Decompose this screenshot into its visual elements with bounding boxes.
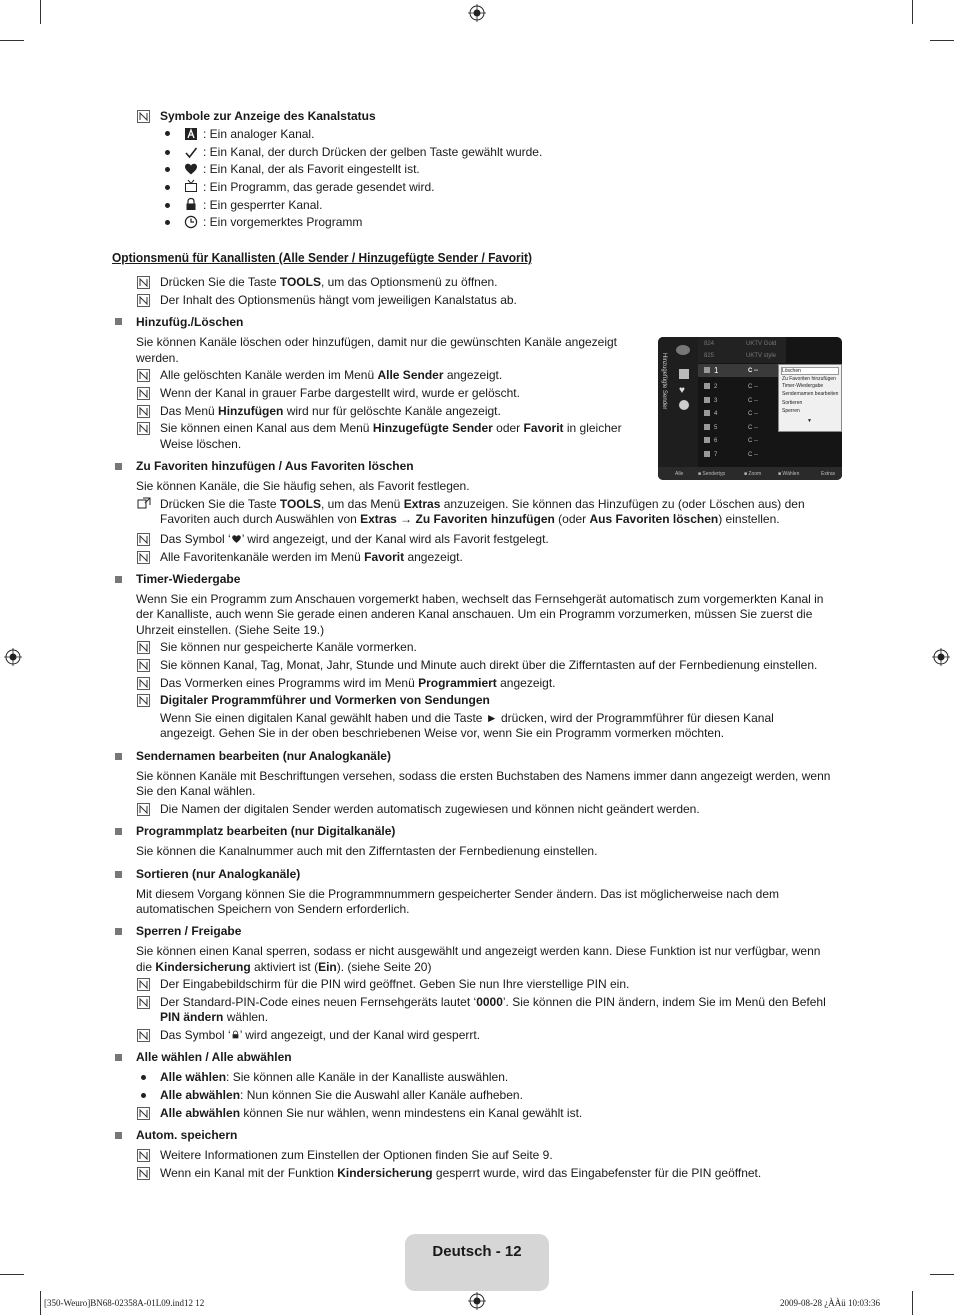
lock-icon [231, 1029, 240, 1040]
page-label: Deutsch - 12 [432, 1243, 522, 1260]
hinzufueg-title: Hinzufüg./Löschen [136, 315, 244, 329]
tv-footer-item: Extras [821, 471, 836, 477]
timer-desc-3: Uhrzeit einstellen. (Siehe Seite 19.) [136, 623, 325, 637]
sendernamen-desc-2: Sie den Kanal wählen. [136, 784, 256, 798]
note-icon [137, 641, 150, 654]
check-icon [184, 146, 198, 160]
tv-icon [184, 179, 198, 193]
section-bullet [115, 928, 122, 935]
section-bullet [115, 1132, 122, 1139]
timer-note-1: Sie können nur gespeicherte Kanäle vormerken. [160, 640, 417, 654]
hinzufueg-note-2: Wenn der Kanal in grauer Farbe dargestellt wird, wurde er gelöscht. [160, 386, 520, 400]
bullet [165, 150, 170, 155]
sortieren-title: Sortieren (nur Analogkanäle) [136, 867, 301, 881]
note-icon [137, 694, 150, 707]
note-icon [137, 1029, 150, 1042]
note-icon [137, 422, 150, 435]
programmplatz-desc: Sie können die Kanalnummer auch mit den Zifferntasten der Fernbedienung einstellen. [136, 844, 598, 858]
crop-mark [40, 1291, 41, 1315]
tv-channel-list-screenshot [658, 337, 842, 480]
tv-footer-item: ■ Sendertyp [698, 471, 726, 477]
timer-desc-2: der Kanalliste, auch wenn Sie gerade einen anderen Kanal anschauen. Um ein Programm vorzumerken, müssen Sie zuerst die [136, 607, 813, 621]
section-bullet [115, 1054, 122, 1061]
registration-mark-icon [468, 1292, 486, 1310]
print-date: 2009-08-28 ¿ÀÀü 10:03:36 [780, 1298, 880, 1308]
sperren-note-2: Der Standard-PIN-Code eines neuen Fernsehgeräts lautet ‘0000’. Sie können die PIN ändern, indem Sie im Menü den Befehl [160, 995, 826, 1009]
favorite-icon: ♥ [679, 385, 685, 396]
heart-icon [231, 534, 242, 544]
note-icon [137, 1149, 150, 1162]
crop-mark [0, 40, 24, 41]
favoriten-note-2: Alle Favoritenkanäle werden im Menü Favorit angezeigt. [160, 550, 463, 564]
clock-icon [184, 215, 198, 229]
sendernamen-title: Sendernamen bearbeiten (nur Analogkanäle) [136, 749, 391, 763]
bullet [141, 1093, 146, 1098]
note-icon [137, 551, 150, 564]
sendernamen-note-1: Die Namen der digitalen Sender werden automatisch zugewiesen und können nicht geändert werden. [160, 802, 700, 816]
registration-mark-icon [4, 648, 22, 666]
autom-title: Autom. speichern [136, 1128, 238, 1142]
timer-title: Timer-Wiedergabe [136, 572, 241, 586]
timer-note-4-desc-2: angezeigt. Gehen Sie in der oben beschriebenen Weise vor, wenn Sie ein Programm vormerken möchten. [160, 726, 725, 740]
symbol-analog-text: : Ein analoger Kanal. [203, 127, 315, 141]
favoriten-title: Zu Favoriten hinzufügen / Aus Favoriten löschen [136, 459, 414, 473]
tv-row-selected: 1 C -- [698, 364, 784, 377]
menu-item: Sortieren [782, 400, 803, 406]
lock-icon [184, 197, 198, 211]
bullet [165, 167, 170, 172]
crop-mark [912, 0, 913, 24]
note-icon [137, 996, 150, 1009]
tools-icon [137, 497, 151, 510]
tv-row: 3 C -- [698, 394, 784, 407]
hinzufueg-note-1: Alle gelöschten Kanäle werden im Menü Alle Sender angezeigt. [160, 368, 503, 382]
intro-note-1: Drücken Sie die Taste TOOLS, um das Optionsmenü zu öffnen. [160, 275, 498, 289]
note-icon [137, 110, 150, 123]
tv-footer-item: Alle [675, 471, 684, 477]
hinzufueg-note-4-cont: Weise löschen. [160, 437, 242, 451]
note-icon [137, 803, 150, 816]
sortieren-desc-1: Mit diesem Vorgang können Sie die Programmnummern gespeicherter Sender ändern. Das ist möglicherweise nach dem [136, 887, 779, 901]
menu-item: Zu Favoriten hinzufügen [782, 376, 836, 382]
crop-mark [0, 1274, 24, 1275]
tv-top-num: 824 [704, 341, 715, 347]
tv-footer-item: ■ Wählen [778, 471, 800, 477]
crop-mark [930, 1274, 954, 1275]
bullet [141, 1075, 146, 1080]
tv-options-menu [778, 364, 842, 432]
sperren-note-3: Das Symbol ‘ ’ wird angezeigt, und der Kanal wird gesperrt. [160, 1028, 481, 1042]
symbol-heart-text: : Ein Kanal, der als Favorit eingestellt ist. [203, 162, 420, 176]
tv-row: 5 C -- [698, 421, 784, 434]
menu-item: Sperren [782, 408, 800, 414]
note-icon [137, 1107, 150, 1120]
autom-note-2: Wenn ein Kanal mit der Funktion Kindersicherung gesperrt wurde, wird das Eingabefenster für die PIN geöffnet. [160, 1166, 762, 1180]
favoriten-desc: Sie können Kanäle, die Sie häufig sehen, als Favorit festlegen. [136, 479, 470, 493]
tv-row: 7 C -- [698, 448, 784, 461]
sperren-desc-2: die Kindersicherung aktiviert ist (Ein). (siehe Seite 20) [136, 960, 432, 974]
section-bullet [115, 576, 122, 583]
section-bullet [115, 753, 122, 760]
symbol-clock-text: : Ein vorgemerktes Programm [203, 215, 363, 229]
tv-row: 4 C -- [698, 407, 784, 420]
menu-item: Timer-Wiedergabe [782, 383, 824, 389]
note-icon [137, 533, 150, 546]
section-bullet [115, 318, 122, 325]
tv-top-num: 825 [704, 353, 715, 359]
note-icon [137, 369, 150, 382]
note-icon [137, 294, 150, 307]
tv-side-label: Hinzugefügte Sender [661, 353, 667, 410]
note-icon [137, 1167, 150, 1180]
autom-note-1: Weitere Informationen zum Einstellen der Optionen finden Sie auf Seite 9. [160, 1148, 553, 1162]
sperren-note-2-cont: PIN ändern wählen. [160, 1010, 269, 1024]
intro-note-2: Der Inhalt des Optionsmenüs hängt vom jeweiligen Kanalstatus ab. [160, 293, 517, 307]
satellite-icon [676, 345, 690, 355]
favoriten-tools-1: Drücken Sie die Taste TOOLS, um das Menü Extras anzuzeigen. Sie können das Hinzufügen zu (oder Löschen aus) den [160, 497, 805, 511]
analog-a-icon [184, 127, 198, 141]
sperren-note-1: Der Eingabebildschirm für die PIN wird geöffnet. Geben Sie nun Ihre vierstellige PIN ein. [160, 977, 630, 991]
hinzufueg-desc-1: Sie können Kanäle löschen oder hinzufügen, damit nur die gewünschten Kanäle angezeigt [136, 335, 618, 349]
bullet [165, 185, 170, 190]
symbols-title: Symbole zur Anzeige des Kanalstatus [160, 109, 376, 123]
timer-note-2: Sie können Kanal, Tag, Monat, Jahr, Stunde und Minute auch direkt über die Zifferntasten auf der Fernbedienung einstellen. [160, 658, 818, 672]
section-bullet [115, 463, 122, 470]
sortieren-desc-2: automatischen Speichern von Sendern erforderlich. [136, 902, 410, 916]
note-icon [137, 978, 150, 991]
registration-mark-icon [932, 648, 950, 666]
registration-mark-icon [468, 4, 486, 22]
timer-note-4: Digitaler Programmführer und Vormerken von Sendungen [160, 693, 490, 707]
symbol-lock-text: : Ein gesperrter Kanal. [203, 198, 323, 212]
menu-down-arrow-icon: ▼ [807, 418, 812, 424]
crop-mark [912, 1291, 913, 1315]
sperren-title: Sperren / Freigabe [136, 924, 242, 938]
alle-waehlen-title: Alle wählen / Alle abwählen [136, 1050, 292, 1064]
sperren-desc-1: Sie können einen Kanal sperren, sodass er nicht ausgewählt und angezeigt werden kann. Diese Funktion ist nur verfügbar, wenn [136, 944, 821, 958]
note-icon [137, 405, 150, 418]
options-heading: Optionsmenü für Kanallisten (Alle Sender / Hinzugefügte Sender / Favorit) [112, 250, 532, 265]
timer-note-4-desc-1: Wenn Sie einen digitalen Kanal gewählt haben und die Taste ► drücken, wird der Programmführer für diesen Kanal [160, 711, 774, 725]
menu-item-selected: Löschen [781, 367, 839, 375]
alle-waehlen-note: Alle abwählen können Sie nur wählen, wenn mindestens ein Kanal gewählt ist. [160, 1106, 583, 1120]
symbol-check-text: : Ein Kanal, der durch Drücken der gelben Taste gewählt wurde. [203, 145, 543, 159]
bullet [165, 203, 170, 208]
tv-row: 6 C -- [698, 434, 784, 447]
favoriten-tools-2: Favoriten auch durch Auswählen von Extras → Zu Favoriten hinzufügen (oder Aus Favoriten löschen) einstellen. [160, 512, 780, 526]
tv-row: 2 C -- [698, 380, 784, 393]
bullet [165, 131, 170, 136]
hinzufueg-note-4: Sie können einen Kanal aus dem Menü Hinzugefügte Sender oder Favorit in gleicher [160, 421, 622, 435]
timer-desc-1: Wenn Sie ein Programm zum Anschauen vorgemerkt haben, wechselt das Fernsehgerät automatisch zum vorgemerkten Kanal in [136, 592, 824, 606]
alle-waehlen-bullet-1: Alle wählen: Sie können alle Kanäle in der Kanalliste auswählen. [160, 1070, 509, 1084]
tv-top-name: UKTV style [746, 353, 777, 359]
programmplatz-title: Programmplatz bearbeiten (nur Digitalkanäle) [136, 824, 396, 838]
crop-mark [40, 0, 41, 24]
hinzufueg-desc-2: werden. [136, 351, 179, 365]
file-info: [350-Weuro]BN68-02358A-01L09.ind12 12 [44, 1298, 205, 1308]
sendernamen-desc-1: Sie können Kanäle mit Beschriftungen versehen, sodass die ersten Buchstaben des Namens immer dann angezeigt werden, wenn [136, 769, 831, 783]
crop-mark [930, 40, 954, 41]
favoriten-note-1: Das Symbol ‘ ’ wird angezeigt, und der Kanal wird als Favorit festgelegt. [160, 532, 549, 546]
program-icon [679, 400, 689, 410]
menu-item: Sendernamen bearbeiten [782, 391, 839, 397]
section-bullet [115, 828, 122, 835]
bullet [165, 220, 170, 225]
tv-top-name: UKTV Gold [746, 341, 777, 347]
note-icon [137, 659, 150, 672]
note-icon [137, 276, 150, 289]
note-icon [137, 677, 150, 690]
symbol-tv-text: : Ein Programm, das gerade gesendet wird. [203, 180, 435, 194]
timer-note-3: Das Vormerken eines Programms wird im Menü Programmiert angezeigt. [160, 676, 556, 690]
alle-waehlen-bullet-2: Alle abwählen: Nun können Sie die Auswahl aller Kanäle aufheben. [160, 1088, 523, 1102]
note-icon [137, 387, 150, 400]
add-channel-icon [679, 369, 689, 379]
hinzufueg-note-3: Das Menü Hinzufügen wird nur für gelöschte Kanäle angezeigt. [160, 404, 501, 418]
heart-icon [184, 162, 198, 176]
section-bullet [115, 871, 122, 878]
tv-footer-item: ■ Zoom [744, 471, 762, 477]
